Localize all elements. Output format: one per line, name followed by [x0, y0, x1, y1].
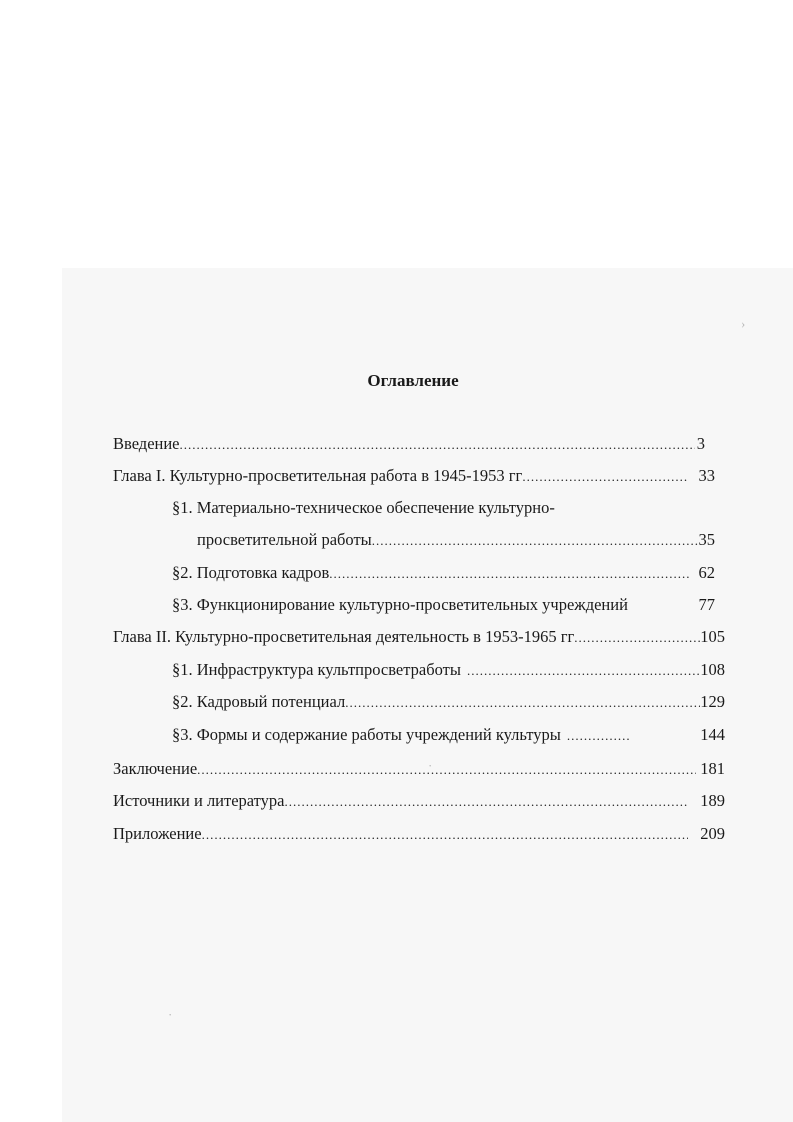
toc-page-number: 35	[698, 530, 715, 549]
toc-entry-title: Глава I. Культурно-просветительная работа в 1945-1953 гг	[113, 466, 523, 485]
toc-page-number: 3	[696, 434, 705, 453]
dot-leader	[202, 824, 689, 846]
toc-entry-title: Введение	[113, 434, 180, 453]
dot-leader	[180, 434, 695, 456]
dot-leader	[197, 759, 696, 781]
dot-leader	[467, 660, 700, 682]
toc-entry-title: §2. Подготовка кадров	[172, 563, 330, 582]
toc-entry-section-2-1	[172, 659, 725, 682]
dot-leader	[574, 627, 700, 649]
toc-page-number: 62	[698, 563, 715, 582]
toc-entry-title: Источники и литература	[113, 791, 285, 810]
scan-speck: ·	[168, 1007, 173, 1022]
scan-speck: ›	[741, 316, 746, 331]
toc-page-number: 77	[698, 595, 715, 614]
toc-entry-section-2-2	[172, 691, 725, 714]
toc-entry-introduction	[113, 433, 705, 456]
toc-entry-section-1-1-line-2	[197, 529, 715, 552]
toc-entry-sources	[113, 790, 725, 813]
dot-leader	[372, 530, 699, 552]
toc-entry-title: Глава II. Культурно-просветительная деятельность в 1953-1965 гг	[113, 627, 575, 646]
toc-page-number: 144	[700, 725, 725, 744]
toc-entry-title: §3. Формы и содержание работы учреждений культуры	[172, 725, 561, 744]
toc-entry-appendix	[113, 823, 725, 846]
toc-page-number: 33	[698, 466, 715, 485]
dot-leader	[329, 563, 688, 585]
toc-entry-section-1-1-line-1	[172, 497, 715, 519]
toc-entry-chapter-1	[113, 465, 715, 488]
toc-page-number: 209	[700, 824, 725, 843]
toc-entry-title: Приложение	[113, 824, 202, 843]
toc-entry-title: §3. Функционирование культурно-просветительных учреждений	[172, 595, 628, 614]
scan-speck: ·	[428, 758, 433, 773]
dot-leader	[285, 791, 689, 813]
toc-page-number: 181	[700, 759, 725, 778]
toc-entry-section-1-2	[172, 562, 715, 585]
toc-page-number: 105	[700, 627, 725, 646]
dot-leader	[345, 692, 700, 714]
toc-entry-chapter-2	[113, 626, 725, 649]
toc-page-number: 129	[700, 692, 725, 711]
page-title: Оглавление	[367, 371, 459, 390]
toc-entry-title: §2. Кадровый потенциал	[172, 692, 346, 711]
toc-page-number: 189	[700, 791, 725, 810]
toc-entry-conclusion	[113, 758, 725, 781]
dot-leader	[522, 466, 688, 488]
toc-page-number: 108	[700, 660, 725, 679]
toc-entry-section-1-3	[172, 594, 715, 616]
toc-entry-title: §1. Материально-техническое обеспечение культурно-	[172, 498, 555, 517]
toc-entry-section-2-3	[172, 724, 725, 747]
toc-entry-title: Заключение	[113, 759, 198, 778]
dot-leader	[567, 725, 629, 747]
toc-entry-title: §1. Инфраструктура культпросветработы	[172, 660, 461, 679]
toc-entry-title: просветительной работы	[197, 530, 372, 549]
